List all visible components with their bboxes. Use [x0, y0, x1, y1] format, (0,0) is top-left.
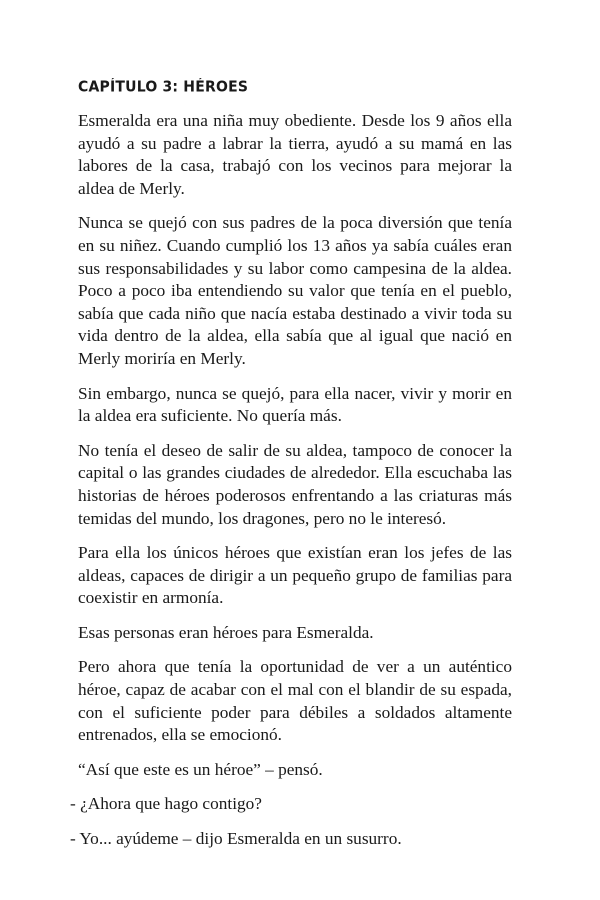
paragraph-3: Sin embargo, nunca se quejó, para ella nacer, vivir y morir en la aldea era suficiente. No quería más. [78, 383, 512, 426]
dialogue-line-1: - ¿Ahora que hago contigo? [70, 794, 262, 814]
dialogue-line-2: - Yo... ayúdeme – dijo Esmeralda en un susurro. [70, 829, 402, 849]
paragraph-2: Nunca se quejó con sus padres de la poca diversión que tenía en su niñez. Cuando cumplió los 13 años ya sabía cuáles eran sus responsabilidades y su labor como campesina de la aldea. Poco a poco iba entendiendo su valor que tenía en el pueblo, sabía que cada niño que nacía estaba destinado a vivir toda su vida dentro de la aldea, ella sabía que al igual que nació en Merly moriría en Merly. [78, 213, 512, 368]
dialogue-thought: “Así que este es un héroe” – pensó. [78, 759, 323, 779]
paragraph-5: Para ella los únicos héroes que existían eran los jefes de las aldeas, capaces de dirigir a un pequeño grupo de familias para coexistir en armonía. [78, 543, 512, 608]
paragraph-1: Esmeralda era una niña muy obediente. Desde los 9 años ella ayudó a su padre a labrar la tierra, ayudó a su mamá en las labores de la casa, trabajó con los vecinos para mejorar la aldea de Merly. [78, 111, 512, 198]
paragraph-4: No tenía el deseo de salir de su aldea, tampoco de conocer la capital o las grandes ciudades de alrededor. Ella escuchaba las historias de héroes poderosos enfrentando a las criaturas más temidas del mundo, los dragones, pero no le interesó. [78, 440, 512, 528]
paragraph-6: Esas personas eran héroes para Esmeralda. [78, 622, 374, 642]
chapter-title: CAPÍTULO 3: HÉROES [78, 79, 249, 96]
paragraph-7: Pero ahora que tenía la oportunidad de ver a un auténtico héroe, capaz de acabar con el mal con el blandir de su espada, con el suficiente poder para débiles a soldados altamente entrenados, ella se emocionó. [78, 657, 512, 745]
